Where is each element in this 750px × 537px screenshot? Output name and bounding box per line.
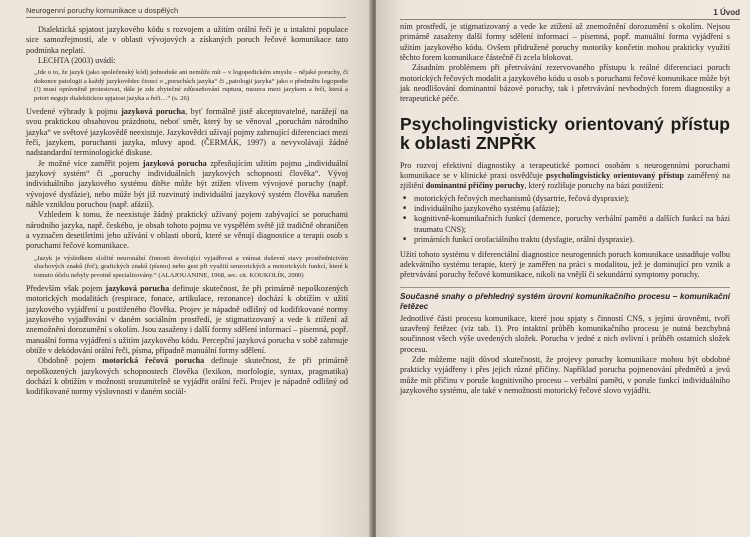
- left-page: [0, 0, 372, 537]
- paragraph: ním prostředí, je stigmatizovaný a vede ke ztížení až znemožnění dorozumění s okolím. Nejsou primárně zasaženy další formy sdělení informací – písemná, popř. manuální forma vyjádření s užitím jazykového kódu. Ovšem přidružené poruchy motoriky končetin mohou prakticky využití těchto forem komunikace částečně či zcela blokovat.: [400, 22, 730, 63]
- paragraph: Jednotlivé části procesu komunikace, které jsou spjaty s činností CNS, s jejími úrovněmi, tvoří uzavřený řetězec (viz tab. 1). Pro intaktní průběh komunikačního procesu je nutná bezchybná součinnost všech výše uvedených složek. Porucha v jedné z nich ovlivní i průběh ostatních složek procesu.: [400, 313, 730, 354]
- left-text-column: [26, 25, 348, 398]
- list-item: ■ individuálního jazykového systému (afázie);: [414, 204, 730, 214]
- paragraph: Pro rozvoj efektivní diagnostiky a terapeutické pomoci osobám s neurogenními poruchami komunikace se v klinické praxi osvědčuje psycholingvisticky orientovaný přístup zaměřený na zjištění dominantní příčiny poruchy, který rozlišuje poruchy na bázi postižení:: [400, 160, 730, 191]
- paragraph: Zde můžeme najít důvod skutečnosti, že projevy poruchy komunikace mohou být obdobné prakticky vyjádřeny i přes jejich různé příčiny. Například porucha pojmenování předmětů a jevů může mít příčinu v poruše kognitivního procesu – verbální paměti, v poruše funkcí individuálního jazykového systému, ale také v nemožnosti motorický řečové slovo vyjádřit.: [400, 354, 730, 395]
- paragraph: Dialektická spjatost jazykového kódu s rozvojem a užitím orální řeči je u intaktní populace sice samozřejmostí, ale v oblasti vývojových a získaných poruch řečové komunikace tato podmínka neplatí.: [26, 25, 348, 55]
- paragraph: Užití tohoto systému v diferenciální diagnostice neurogenních poruch komunikace usnadňuje volbu adekvátního systému terapie, který je zaměřen na práci s modalitou, jež je dominující pro vznik a přetrvávání poruchy řečové komunikace, nikoli na vnější či sekundární symptomy poruchy.: [400, 249, 730, 280]
- right-page: [376, 0, 750, 537]
- running-head-left: Neurogenní poruchy komunikace u dospělých: [26, 6, 346, 18]
- bullet-list: [400, 194, 730, 246]
- list-item: ■ motorických řečových mechanismů (dysartrie, řečová dyspraxie);: [414, 194, 730, 204]
- paragraph: Vzhledem k tomu, že neexistuje žádný praktický užívaný pojem zabývající se poruchami národního jazyka, např. českého, je obsah tohoto pojmu ve vyspělém světě již tradičně ohraničen a vyznačen desetiletími jeho užívání v oblasti oborů, které se věnují diagnostice a terapii osob s poruchami řečové komunikace.: [26, 210, 348, 251]
- right-text-column: [400, 22, 730, 396]
- paragraph: Uvedené výhrady k pojmu jazyková porucha, byť formálně jistě akceptovatelné, narážejí na svou praktickou obsahovou prázdnotu, neboť směr, který by se věnoval „poruchám národního jazyka“ ve světové jazykovědě neexistuje. Jazykovědci užívají pojmy zahrnující diferenciaci mezi řečí, jazykem, poruchami jazyka, mluvy apod. (ČERMÁK, 1997) a nevyvolávají žádné nadstandardní terminologické diskuse.: [26, 107, 348, 158]
- paragraph: Je možné více zaměřit pojem jazyková porucha zpřesňujícím užitím pojmu „individuální jazykový systém“ či „poruchy individuálních jazykových schopností člověka“. Vývoj individuálního jazykového systému dítěte může být ztížen vlivem vývojové poruchy (např. vývojové dysfázie), nebo může být již rozvinutý individuální jazykový systém člověka narušen náhle vzniklou poruchou (např. afázií).: [26, 158, 349, 210]
- block-quote: „Jazyk je výsledkem složité neuronální činnosti dovolující vyjadřovat a vnímat duševní stavy prostřednictvím sluchových znaků (řeč), grafických znaků (písmo) nebo gest při využití senzorických a motorických funkcí, které k tomuto účelu nebyly prvotně specializovány.“ (ALAJOUANINE, 1968, sec. cit. KOUKOLÍK, 2000): [34, 254, 348, 279]
- list-item: ■ kognitivně-komunikačních funkcí (demence, poruchy verbální paměti a dalších funkcí na bázi traumatu CNS);: [414, 214, 730, 235]
- subsection-heading: Současné snahy o přehledný systém úrovní komunikačního procesu – komunikační řetězec: [400, 287, 730, 312]
- paragraph: Především však pojem jazyková porucha definuje skutečnost, že při primárně nepoškozených motorických modalitách (respirace, fonace, artikulace, rezonance) dochází k obtížím v užití jazykového vyjádření u postiženého člověka. Projev je nápadně odlišný od kodifikované normy jazykového vyjadřování v daném sociálním prostředí, je stigmatizovaný a vede k ztížení až znemožnění dorozumění s okolím. Jsou zasaženy i další formy sdělení informací – písemná, popř. manuální forma vyjádření s užitím jazykového kódu. Percepční jazyková porucha v sobě zahrnuje obtíže v dekódování orální řeči, písma, případně manuální formy sdělení.: [26, 284, 349, 356]
- running-head-right: 1 Úvod: [400, 8, 740, 20]
- citation-intro: LECHTA (2003) uvádí:: [38, 56, 116, 66]
- paragraph: Zásadním problémem při přetrvávání rezervovaného přístupu k reálné diferenciaci poruch motorických řečových modalit a jazykového kódu u osob s poruchami řečové komunikace může být jak neodlišování dominantní bázové poruchy, tak i přetrvávání nevhodných forem diagnostiky a terapeutické péče.: [400, 63, 730, 104]
- block-quote: „Jde o to, že jazyk (jako společenský kód) jednoduše ani nemůže mít – v logopedickém smyslu – nějaké poruchy, či dokonce patologii a každý jazykovědec čtoucí o „poruchách jazyka“ či „patologii jazyka“ jako o předmětu logopedie (!) musí oprávněně protestovat, dále je zde zbytečné zdůrazňování ruptura, mezera mezi jazykem a řečí, která a priori neguje dialektickou spjatost jazyka a řeči…“ (s. 26): [34, 69, 348, 102]
- list-item: ■ primárních funkcí orofaciálního traktu (dysfagie, orální dyspraxie).: [414, 235, 730, 245]
- paragraph: Obdobně pojem motorická řečová porucha definuje skutečnost, že při primárně nepoškozených jazykových schopnostech člověka (lexikon, morfologie, syntax, pragmatika) dochází k obtížím v možnosti srozumitelně se vyjádřit orální řečí. Projev je nápadně odlišný od kodifikované normy výslovnosti v daném sociál-: [26, 356, 348, 397]
- section-heading: Psycholingvisticky orientovaný přístup k oblasti ZNPŘK: [400, 113, 730, 153]
